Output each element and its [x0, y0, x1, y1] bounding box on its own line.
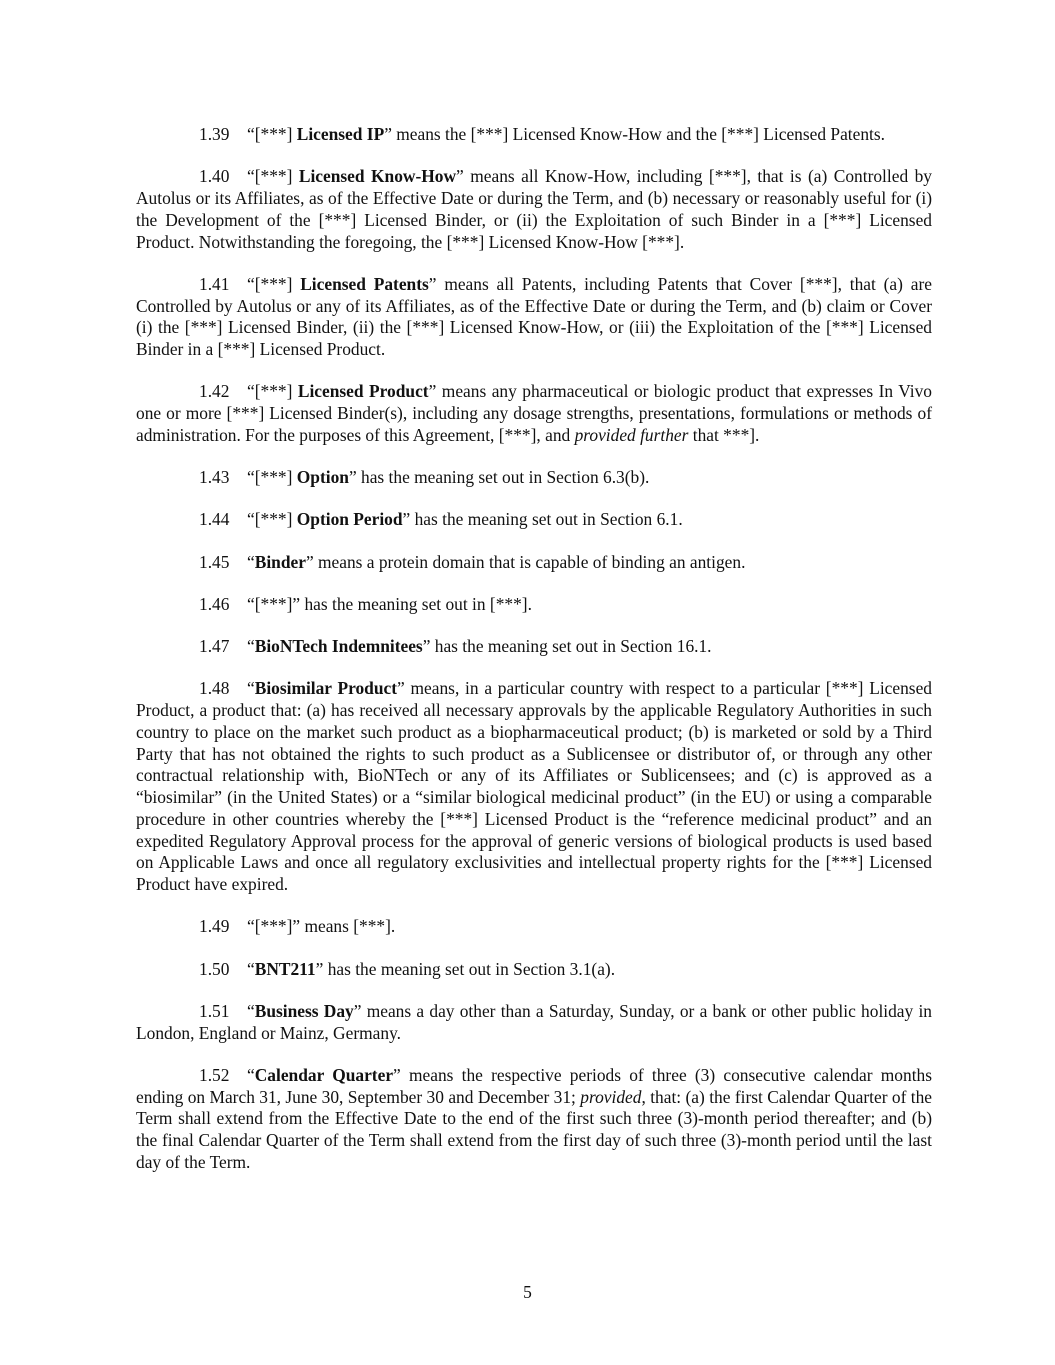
definition-text: “[***] [247, 273, 301, 294]
emphasis-text: provided [580, 1086, 642, 1107]
section-number: 1.44 [199, 509, 230, 530]
section-number: 1.39 [199, 124, 230, 144]
section-number: 1.42 [199, 381, 230, 402]
definition-paragraph [136, 959, 932, 981]
definition-text: “[***]” means [***]. [247, 916, 396, 937]
definition-paragraph [136, 552, 932, 574]
page-number: 5 [523, 1282, 532, 1302]
definition-text: ” has the meaning set out in Section 6.3(b). [348, 467, 650, 487]
definition-text: ” means a day other than a Saturday, Sunday, or a bank or other public holiday in London, England or Mainz, Germany. [136, 1000, 932, 1043]
definition-text: “[***] [247, 381, 298, 402]
definition-paragraph [136, 636, 932, 658]
section-number: 1.43 [199, 467, 230, 487]
definition-text: “ [247, 636, 255, 656]
definition-text: “ [247, 551, 255, 572]
defined-term: BioNTech Indemnitees [254, 636, 423, 656]
definition-paragraph [136, 381, 932, 446]
definition-paragraph [136, 124, 932, 146]
section-number: 1.47 [199, 636, 230, 656]
definition-text: ” means all Know-How, including [***], that is (a) Controlled by Autolus or its Affiliates, as of the Effective Date or during the Term, and (b) necessary or reasonably useful for (i) the Development of the [***] Licensed Binder, or (ii) the Exploitation of such Binder in a [***] Licensed Product. Notwithstanding the foregoing, the [***] Licensed Know-How [***]. [136, 166, 932, 252]
definition-paragraph [136, 1065, 932, 1174]
defined-term: Licensed Know-How [298, 166, 457, 187]
definition-text: “[***] [247, 166, 299, 187]
definition-text: ” means all Patents, including Patents that Cover [***], that (a) are Controlled by Autolus or any of its Affiliates, as of the Effective Date or during the Term, and (b) claim or Cover (i) the [***] Licensed Binder, (ii) the [***] Licensed Know-How, or (iii) the Exploitation of the [***] Licensed Binder in a [***] Licensed Product. [136, 273, 932, 359]
definition-text: “[***] [247, 124, 297, 144]
definition-text: ” has the meaning set out in Section 3.1(a). [315, 958, 616, 979]
definition-text: “[***] [247, 509, 297, 530]
definition-text: “ [247, 1000, 255, 1021]
definition-text: “ [247, 958, 255, 979]
section-number: 1.46 [199, 593, 230, 614]
definitions-list [136, 124, 932, 1194]
definition-text: ” has the meaning set out in Section 16.1. [422, 636, 712, 656]
definition-paragraph [136, 166, 932, 253]
definition-text: ” means a protein domain that is capable of binding an antigen. [305, 551, 746, 572]
definition-text: ” means the respective periods of three (3) consecutive calendar months ending on March 31, June 30, September 30 and December 31; [136, 1064, 932, 1107]
definition-text: ” has the meaning set out in Section 6.1. [402, 509, 683, 530]
definition-paragraph [136, 594, 932, 616]
definition-paragraph [136, 274, 932, 361]
definition-paragraph [136, 467, 932, 489]
definition-paragraph [136, 678, 932, 896]
defined-term: Calendar Quarter [254, 1064, 394, 1085]
definition-paragraph [136, 509, 932, 531]
section-number: 1.40 [199, 166, 230, 187]
definition-text: ” means the [***] Licensed Know-How and the [***] Licensed Patents. [384, 124, 885, 144]
definition-text: , that: (a) the first Calendar Quarter of the Term shall extend from the Effective Date to the end of the first such three (3)-month period thereafter; and (b) the final Calendar Quarter of the Term shall extend from the first day of such three (3)-month period until the last day of the Term. [136, 1086, 932, 1172]
defined-term: Binder [254, 551, 306, 572]
definition-text: “ [247, 1064, 255, 1085]
defined-term: Licensed Product [297, 381, 429, 402]
definition-text: ” means, in a particular country with respect to a particular [***] Licensed Product, a product that: (a) has received all necessary approvals by the applicable Regulatory Authorities in such country to place on the market such product as a biopharmaceutical product; (b) is marketed or sold by a Third Party that has not obtained the rights to such product as a Sublicensee or distributor of, or through any other contractual relationship with, BioNTech or any of its Affiliates or Sublicensees; and (c) is approved as a “biosimilar” (in the United States) or a “similar biological medicinal product” (in the EU) or using a comparable procedure in other countries whereby the [***] Licensed Product is the “reference medicinal product” and an expedited Regulatory Approval process for the approval of generic versions of biological products is used based on Applicable Laws and once all regulatory exclusivities and intellectual property rights for the [***] Licensed Product have expired. [136, 678, 932, 894]
defined-term: Biosimilar Product [254, 678, 398, 699]
definition-text: that ***]. [688, 424, 760, 445]
section-number: 1.51 [199, 1000, 230, 1021]
defined-term: BNT211 [254, 958, 316, 979]
definition-text: “[***] [247, 467, 297, 487]
definition-text: “ [247, 678, 255, 699]
section-number: 1.41 [199, 273, 230, 294]
section-number: 1.50 [199, 958, 230, 979]
section-number: 1.48 [199, 678, 230, 699]
definition-text: ” means any pharmaceutical or biologic product that expresses In Vivo one or more [***] Licensed Binder(s), including any dosage strengths, presentations, formulations or methods of administration. For the purposes of this Agreement, [***], and [136, 381, 932, 445]
defined-term: Option Period [296, 509, 403, 530]
defined-term: Business Day [254, 1000, 354, 1021]
section-number: 1.49 [199, 916, 230, 937]
section-number: 1.52 [199, 1064, 230, 1085]
definition-paragraph [136, 916, 932, 938]
emphasis-text: provided further [574, 424, 689, 445]
defined-term: Licensed Patents [300, 273, 429, 294]
section-number: 1.45 [199, 551, 230, 572]
definition-text: “[***]” has the meaning set out in [***]. [247, 593, 532, 614]
defined-term: Licensed IP [296, 124, 385, 144]
definition-paragraph [136, 1001, 932, 1045]
defined-term: Option [296, 467, 349, 487]
